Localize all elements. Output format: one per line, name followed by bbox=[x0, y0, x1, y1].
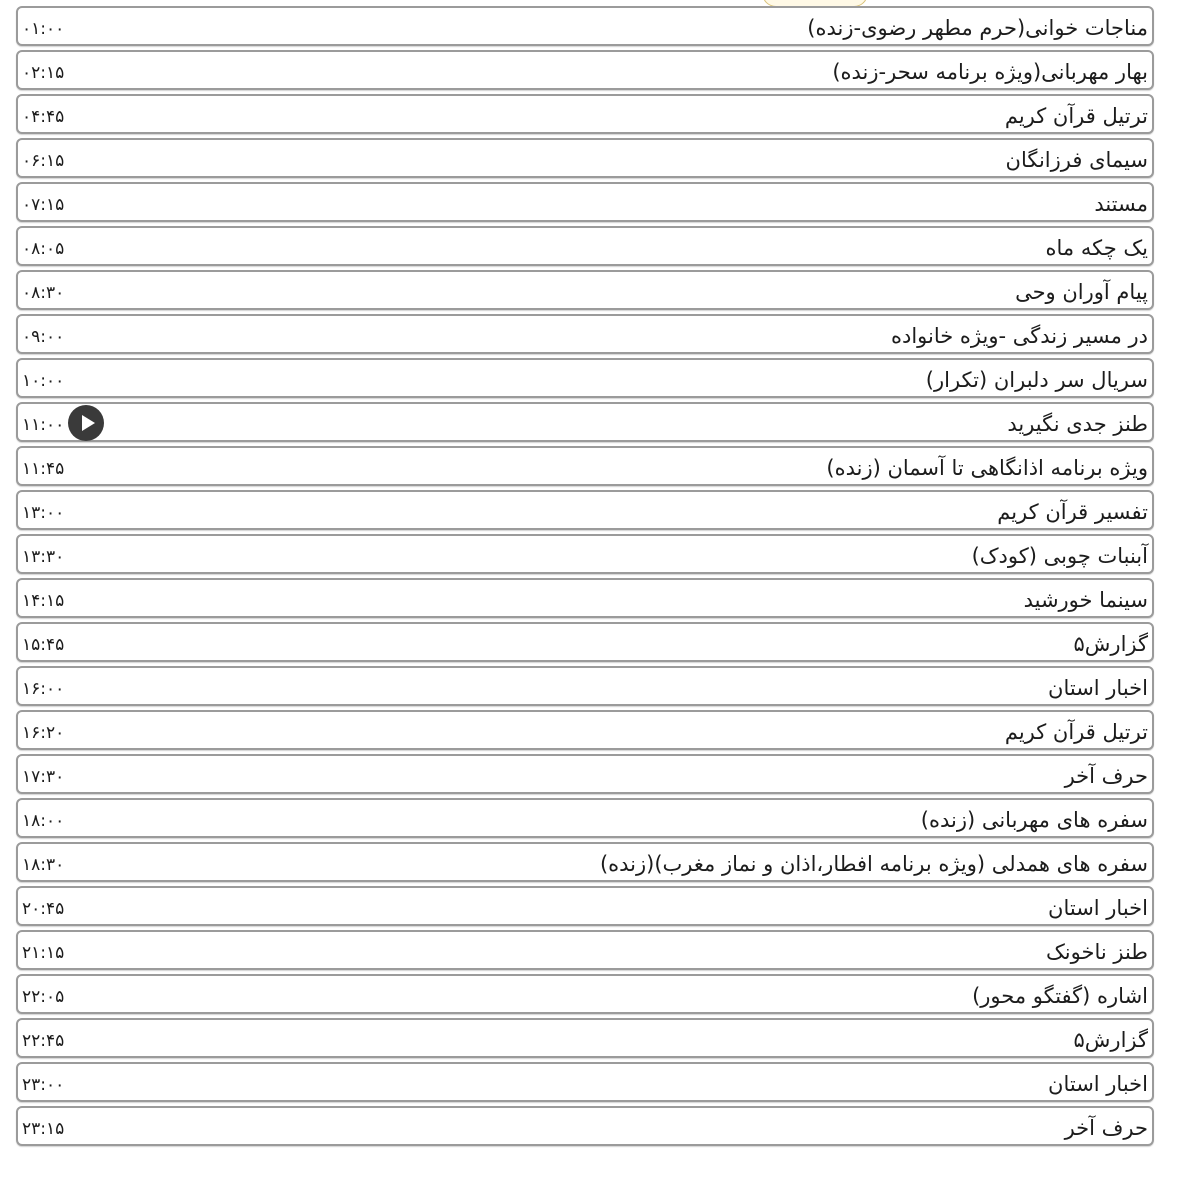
program-time: ۰۱:۰۰ bbox=[22, 19, 65, 39]
program-time: ۰۶:۱۵ bbox=[22, 151, 65, 171]
schedule-row[interactable] bbox=[16, 622, 1154, 662]
program-time: ۱۷:۳۰ bbox=[22, 767, 65, 787]
program-time: ۲۰:۴۵ bbox=[22, 899, 65, 919]
program-time: ۲۳:۰۰ bbox=[22, 1075, 65, 1095]
schedule-row[interactable] bbox=[16, 666, 1154, 706]
play-icon[interactable] bbox=[68, 405, 104, 441]
schedule-row[interactable] bbox=[16, 50, 1154, 90]
program-title: اخبار استان bbox=[1048, 1072, 1148, 1096]
program-time: ۰۸:۳۰ bbox=[22, 283, 65, 303]
program-title: سفره های مهربانی (زنده) bbox=[920, 808, 1148, 832]
program-title: گزارش۵ bbox=[1073, 1028, 1148, 1052]
program-time: ۱۸:۰۰ bbox=[22, 811, 65, 831]
program-title: اخبار استان bbox=[1048, 676, 1148, 700]
schedule-row[interactable] bbox=[16, 6, 1154, 46]
program-time: ۰۷:۱۵ bbox=[22, 195, 65, 215]
program-title: تفسیر قرآن کریم bbox=[997, 500, 1148, 524]
program-title: سفره های همدلی (ویژه برنامه افطار،اذان و نماز مغرب)(زنده) bbox=[599, 852, 1148, 876]
schedule-row[interactable] bbox=[16, 534, 1154, 574]
program-time: ۱۵:۴۵ bbox=[22, 635, 65, 655]
program-time: ۲۲:۴۵ bbox=[22, 1031, 65, 1051]
program-time: ۱۱:۴۵ bbox=[22, 459, 65, 479]
program-time: ۱۸:۳۰ bbox=[22, 855, 65, 875]
program-title: مستند bbox=[1094, 192, 1148, 216]
program-title: ترتیل قرآن کریم bbox=[1004, 104, 1148, 128]
program-title: سیمای فرزانگان bbox=[1005, 148, 1148, 172]
schedule-row[interactable] bbox=[16, 710, 1154, 750]
schedule-row[interactable] bbox=[16, 94, 1154, 134]
program-title: طنز ناخونک bbox=[1045, 940, 1148, 964]
schedule-row[interactable] bbox=[16, 138, 1154, 178]
program-time: ۱۱:۰۰ bbox=[22, 415, 65, 435]
program-title: یک چکه ماه bbox=[1045, 236, 1148, 260]
program-time: ۰۸:۰۵ bbox=[22, 239, 65, 259]
program-title: حرف آخر bbox=[1064, 764, 1148, 788]
schedule-row[interactable] bbox=[16, 886, 1154, 926]
program-title: آبنبات چوبی (کودک) bbox=[971, 544, 1148, 568]
program-time: ۱۰:۰۰ bbox=[22, 371, 65, 391]
program-title: بهار مهربانی(ویژه برنامه سحر-زنده) bbox=[832, 60, 1148, 84]
program-time: ۰۲:۱۵ bbox=[22, 63, 65, 83]
program-title: در مسیر زندگی -ویژه خانواده bbox=[890, 324, 1148, 348]
schedule-row[interactable] bbox=[16, 358, 1154, 398]
program-time: ۲۱:۱۵ bbox=[22, 943, 65, 963]
schedule-row[interactable] bbox=[16, 754, 1154, 794]
program-title: مناجات خوانی(حرم مطهر رضوی-زنده) bbox=[807, 16, 1148, 40]
program-time: ۲۳:۱۵ bbox=[22, 1119, 65, 1139]
program-time: ۰۹:۰۰ bbox=[22, 327, 65, 347]
schedule-row[interactable] bbox=[16, 930, 1154, 970]
schedule-row[interactable] bbox=[16, 490, 1154, 530]
program-time: ۱۳:۳۰ bbox=[22, 547, 65, 567]
program-time: ۱۳:۰۰ bbox=[22, 503, 65, 523]
schedule-row[interactable] bbox=[16, 1106, 1154, 1146]
program-time: ۱۴:۱۵ bbox=[22, 591, 65, 611]
program-time: ۰۴:۴۵ bbox=[22, 107, 65, 127]
schedule-row[interactable] bbox=[16, 182, 1154, 222]
program-title: طنز جدی نگیرید bbox=[1007, 412, 1148, 436]
schedule-row[interactable] bbox=[16, 798, 1154, 838]
program-time: ۲۲:۰۵ bbox=[22, 987, 65, 1007]
program-time: ۱۶:۰۰ bbox=[22, 679, 65, 699]
schedule-row[interactable] bbox=[16, 1062, 1154, 1102]
program-title: گزارش۵ bbox=[1073, 632, 1148, 656]
program-title: ویژه برنامه اذانگاهی تا آسمان (زنده) bbox=[826, 456, 1148, 480]
schedule-list bbox=[16, 6, 1154, 1150]
schedule-row[interactable] bbox=[16, 226, 1154, 266]
program-title: پیام آوران وحی bbox=[1015, 280, 1148, 304]
program-title: حرف آخر bbox=[1064, 1116, 1148, 1140]
schedule-row[interactable] bbox=[16, 402, 1154, 442]
program-title: اشاره (گفتگو محور) bbox=[972, 984, 1148, 1008]
program-title: اخبار استان bbox=[1048, 896, 1148, 920]
schedule-row[interactable] bbox=[16, 842, 1154, 882]
program-title: سریال سر دلبران (تکرار) bbox=[925, 368, 1148, 392]
schedule-row[interactable] bbox=[16, 1018, 1154, 1058]
schedule-row[interactable] bbox=[16, 974, 1154, 1014]
schedule-row[interactable] bbox=[16, 578, 1154, 618]
schedule-row[interactable] bbox=[16, 314, 1154, 354]
program-title: سینما خورشید bbox=[1023, 588, 1148, 612]
program-title: ترتیل قرآن کریم bbox=[1004, 720, 1148, 744]
program-time: ۱۶:۲۰ bbox=[22, 723, 65, 743]
schedule-row[interactable] bbox=[16, 270, 1154, 310]
schedule-row[interactable] bbox=[16, 446, 1154, 486]
